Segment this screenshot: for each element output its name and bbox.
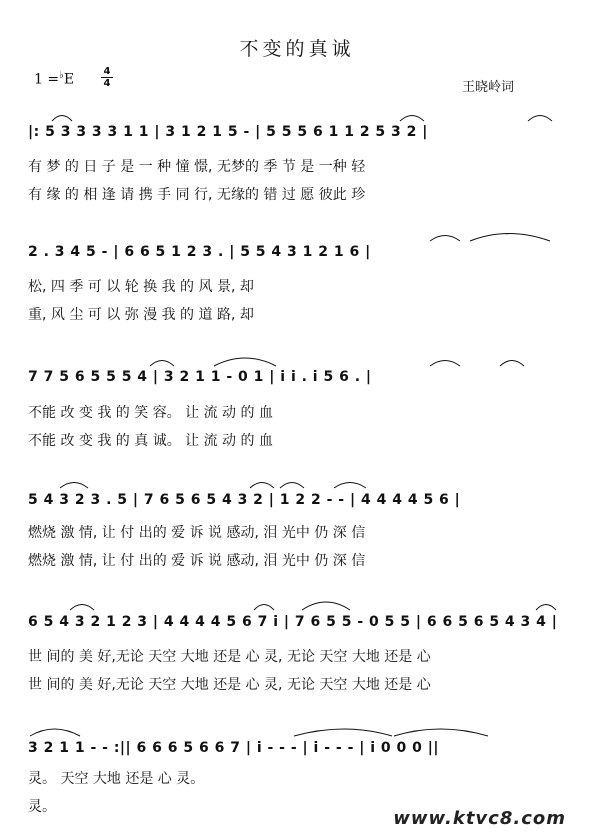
slur-mark — [536, 605, 556, 611]
meter-bottom: 4 — [101, 77, 113, 89]
slur-mark — [430, 361, 460, 367]
slur-mark — [214, 358, 276, 366]
notation-line-2: 2 . 3 4 5 - | 6 6 5 1 2 3 . | 5 5 4 3 1 2 1 6 | — [28, 244, 371, 260]
lyrics-line-2-verse-1: 松, 四 季 可 以 轮 换 我 的 风 景, 却 — [28, 279, 254, 295]
lyrics-line-3-verse-1: 不能 改 变 我 的 笑 容。 让 流 动 的 血 — [28, 405, 273, 421]
song-title: 不变的真诚 — [239, 38, 355, 60]
lyrics-line-3-verse-2: 不能 改 变 我 的 真 诚。 让 流 动 的 血 — [28, 433, 273, 449]
slur-mark — [470, 234, 550, 242]
slur-mark — [70, 605, 94, 611]
flat-sign: ♭ — [59, 70, 64, 81]
slur-mark — [60, 483, 88, 489]
lyrics-line-6-verse-1: 灵。 天空 大地 还是 心 灵。 — [28, 771, 205, 787]
slur-mark — [250, 483, 274, 489]
lyricist-credit: 王晓岭词 — [462, 80, 515, 95]
slur-mark — [302, 602, 350, 610]
tie-mark — [394, 729, 488, 736]
slur-mark — [52, 116, 72, 122]
lyrics-line-5-verse-2: 世 间的 美 好,无论 天空 大地 还是 心 灵, 无论 天空 大地 还是 心 — [28, 677, 431, 693]
lyrics-line-4-verse-2: 燃烧 激 情, 让 付 出的 爱 诉 说 感动, 泪 光中 仍 深 信 — [28, 553, 366, 569]
slur-mark — [280, 483, 304, 489]
notation-line-1: |: 5 3 3 3 3 1 1 | 3 1 2 1 5 - | 5 5 5 6 1 1 2 5 3 2 | — [28, 124, 428, 140]
key-prefix: 1 = — [34, 71, 60, 88]
slur-mark — [150, 361, 174, 367]
lyrics-line-5-verse-1: 世 间的 美 好,无论 天空 大地 还是 心 灵, 无论 天空 大地 还是 心 — [28, 649, 431, 665]
lyrics-line-1-verse-1: 有 梦 的 日 子 是 一 种 憧 憬, 无梦的 季 节 是 一种 轻 — [28, 159, 366, 175]
tie-mark — [294, 729, 392, 736]
site-watermark: www.ktvc8.com — [393, 808, 566, 829]
lyrics-line-2-verse-2: 重, 风 尘 可 以 弥 漫 我 的 道 路, 却 — [28, 307, 254, 323]
slur-mark — [334, 483, 366, 489]
slur-mark — [400, 116, 424, 122]
key-note: E — [63, 71, 75, 88]
slur-mark — [254, 605, 274, 611]
slur-mark — [430, 236, 460, 242]
notation-line-4: 5 4 3 2 3 . 5 | 7 6 5 6 5 4 3 2 | 1 2 2 - - | 4 4 4 4 5 6 | — [28, 492, 461, 508]
notation-line-6: 3 2 1 1 - - :|| 6 6 6 5 6 6 7 | i - - - | i - - - | i 0 0 0 || — [28, 740, 439, 756]
lyrics-line-1-verse-2: 有 缘 的 相 逢 请 携 手 同 行, 无缘的 错 过 愿 彼此 珍 — [28, 187, 366, 203]
slur-mark — [500, 361, 524, 367]
notation-line-5: 6 5 4 3 2 1 2 3 | 4 4 4 4 5 6 7 i | 7 6 5 5 - 0 5 5 | 6 6 5 6 5 4 3 4 | — [28, 614, 558, 630]
lyrics-line-4-verse-1: 燃烧 激 情, 让 付 出的 爱 诉 说 感动, 泪 光中 仍 深 信 — [28, 525, 366, 541]
slur-mark — [30, 729, 80, 736]
notation-line-3: 7 7 5 6 5 5 5 4 | 3 2 1 1 - 0 1 | i i . i 5 6 . | — [28, 369, 372, 385]
lyrics-line-6-verse-2: 灵。 — [28, 799, 56, 815]
slur-mark — [528, 116, 552, 122]
meter-top: 4 — [103, 66, 111, 77]
